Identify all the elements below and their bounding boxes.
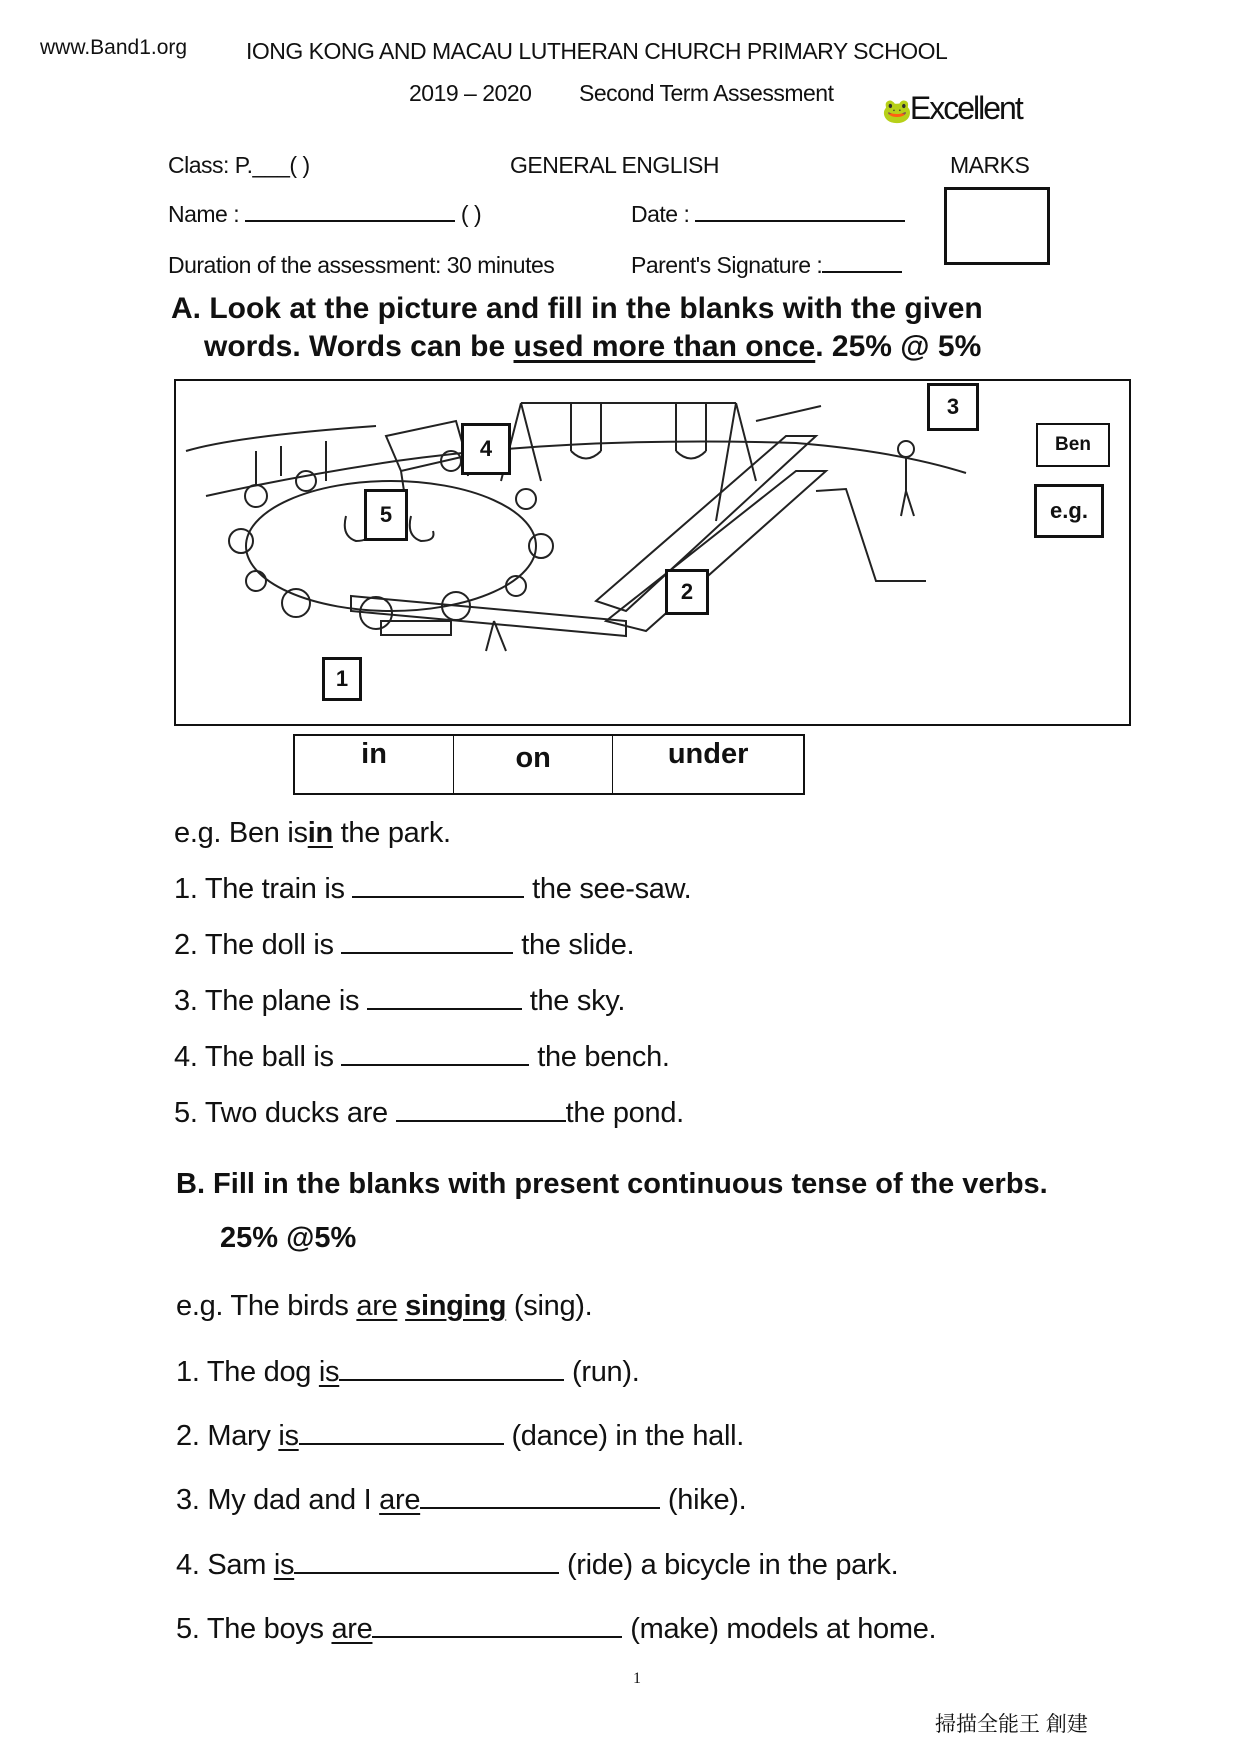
park-picture — [174, 379, 1131, 726]
section-a-question-2: 2. The doll is the slide. — [174, 929, 635, 961]
excellent-stamp: 🐸Excellent — [882, 90, 1022, 126]
section-a-title-1: A. Look at the picture and fill in the blanks with the given — [171, 292, 983, 325]
park-drawing — [176, 381, 1129, 724]
marks-label: MARKS — [950, 152, 1030, 178]
term-title: Second Term Assessment — [579, 80, 834, 106]
name-label: Name : — [168, 201, 240, 227]
picture-label-5: 5 — [364, 489, 408, 541]
school-name: IONG KONG AND MACAU LUTHERAN CHURCH PRIMARY SCHOOL — [246, 38, 948, 64]
frog-icon: 🐸 — [882, 98, 910, 125]
name-field[interactable] — [245, 219, 455, 222]
picture-label-eg: e.g. — [1034, 484, 1104, 538]
answer-blank[interactable] — [372, 1635, 622, 1638]
marks-box[interactable] — [944, 187, 1050, 265]
scanner-footer: 掃描全能王 創建 — [935, 1713, 1088, 1736]
answer-blank[interactable] — [341, 951, 513, 954]
section-a-example: e.g. Ben isin the park. — [174, 817, 451, 849]
subject-title: GENERAL ENGLISH — [510, 152, 719, 178]
section-b-question-4: 4. Sam is (ride) a bicycle in the park. — [176, 1549, 899, 1581]
name-row — [168, 201, 481, 228]
section-b-question-1: 1. The dog is (run). — [176, 1356, 640, 1388]
answer-blank[interactable] — [420, 1506, 660, 1509]
trees — [186, 426, 376, 486]
plane — [756, 406, 821, 421]
class-number-field[interactable]: ( ) — [460, 201, 482, 227]
answer-blank[interactable] — [352, 895, 524, 898]
answer-blank[interactable] — [294, 1571, 559, 1574]
picture-label-ben: Ben — [1036, 423, 1110, 467]
date-label: Date : — [631, 201, 690, 227]
answer-blank[interactable] — [341, 1063, 529, 1066]
word-bank — [293, 734, 805, 795]
answer-blank[interactable] — [396, 1119, 566, 1122]
watermark: www.Band1.org — [40, 36, 188, 59]
signature-row — [631, 252, 902, 279]
horizon-line — [206, 441, 966, 496]
slide — [596, 436, 926, 631]
see-saw — [351, 596, 626, 651]
section-a-title-2: words. Words can be used more than once. 25% @ 5% — [204, 330, 982, 363]
section-a-question-4: 4. The ball is the bench. — [174, 1041, 670, 1073]
section-b-title-2: 25% @5% — [220, 1222, 357, 1254]
section-b-question-3: 3. My dad and I are (hike). — [176, 1484, 747, 1516]
date-field[interactable] — [695, 219, 905, 222]
signature-label: Parent's Signature : — [631, 252, 823, 278]
section-a-question-1: 1. The train is the see-saw. — [174, 873, 692, 905]
word-in: in — [295, 736, 454, 793]
picture-label-1: 1 — [322, 657, 362, 701]
duration-text: Duration of the assessment: 30 minutes — [168, 252, 555, 278]
section-b-title-1: B. Fill in the blanks with present continuous tense of the verbs. — [176, 1168, 1048, 1200]
section-b-question-5: 5. The boys are (make) models at home. — [176, 1613, 937, 1645]
answer-blank[interactable] — [367, 1007, 522, 1010]
signature-field[interactable] — [822, 270, 902, 273]
swings — [501, 403, 756, 521]
picture-label-2: 2 — [665, 569, 709, 615]
date-row — [631, 201, 905, 228]
picture-label-4: 4 — [461, 423, 511, 475]
boy-ben — [898, 441, 914, 516]
school-year: 2019 – 2020 — [409, 80, 532, 106]
section-b-example: e.g. The birds are singing (sing). — [176, 1290, 593, 1322]
answer-blank[interactable] — [299, 1442, 504, 1445]
class-field[interactable]: Class: P.___( ) — [168, 152, 310, 178]
word-under: under — [667, 738, 749, 770]
section-b-question-2: 2. Mary is (dance) in the hall. — [176, 1420, 745, 1452]
page-number: 1 — [633, 1670, 641, 1687]
answer-blank[interactable] — [339, 1378, 564, 1381]
picture-label-3: 3 — [927, 383, 979, 431]
train — [381, 621, 451, 635]
section-a-question-5: 5. Two ducks are the pond. — [174, 1097, 684, 1129]
word-on: on — [454, 736, 613, 793]
section-a-question-3: 3. The plane is the sky. — [174, 985, 626, 1017]
